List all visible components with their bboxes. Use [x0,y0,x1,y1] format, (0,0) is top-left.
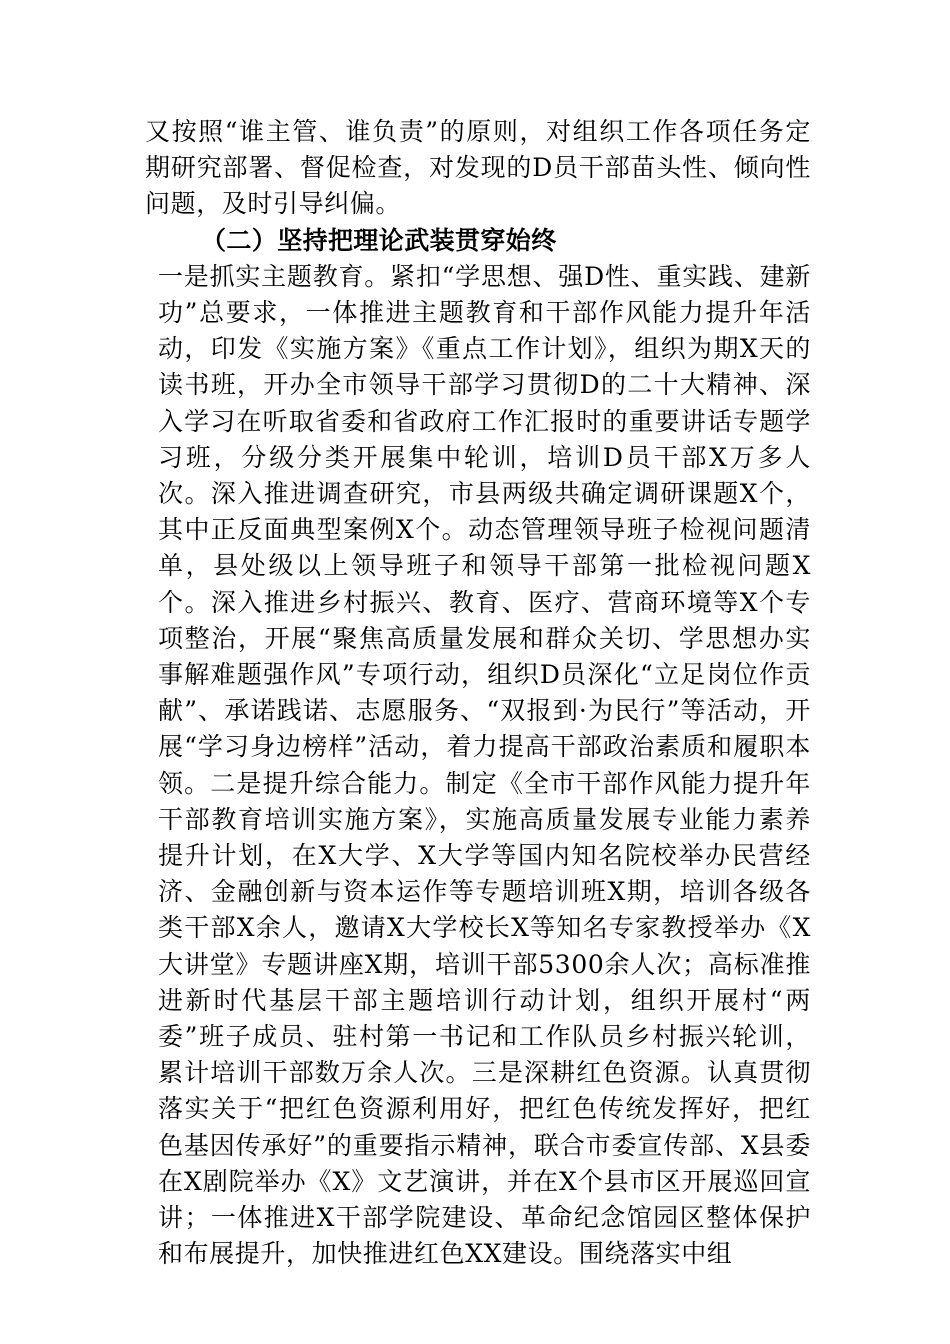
section-heading: （二）坚持把理论武装贯穿始终 [201,225,557,255]
document-page [145,114,811,1273]
paragraph-intro: 又按照“谁主管、谁负责”的原则，对组织工作各项任务定期研究部署、督促检查，对发现的D员干部苗头性、倾向性问题，及时引导纠偏。 [145,117,811,219]
paragraph-body: 一是抓实主题教育。紧扣“学思想、强D性、重实践、建新功”总要求，一体推进主题教育和干部作风能力提升年活动，印发《实施方案》《重点工作计划》，组织为期X天的读书班，开办全市领导干部学习贯彻D的二十大精神、深入学习在听取省委和省政府工作汇报时的重要讲话专题学习班，分级分类开展集中轮训，培训D员干部X万多人次。深入推进调查研究，市县两级共确定调研课题X个，其中正反面典型案例X个。动态管理领导班子检视问题清单，县处级以上领导班子和领导干部第一批检视问题X个。深入推进乡村振兴、教育、医疗、营商环境等X个专项整治，开展“聚焦高质量发展和群众关切、学思想办实事解难题强作风”专项行动，组织D员深化“立足岗位作贡献”、承诺践诺、志愿服务、“双报到·为民行”等活动，开展“学习身边榜样”活动，着力提高干部政治素质和履职本领。二是提升综合能力。制定《全市干部作风能力提升年干部教育培训实施方案》，实施高质量发展专业能力素养提升计划，在X大学、X大学等国内知名院校举办民营经济、金融创新与资本运作等专题培训班X期，培训各级各类干部X余人，邀请X大学校长X等知名专家教授举办《X大讲堂》专题讲座X期，培训干部5300余人次；高标准推进新时代基层干部主题培训行动计划，组织开展村“两委”班子成员、驻村第一书记和工作队员乡村振兴轮训，累计培训干部数万余人次。三是深耕红色资源。认真贯彻落实关于“把红色资源利用好，把红色传统发挥好，把红色基因传承好”的重要指示精神，联合市委宣传部、X县委在X剧院举办《X》文艺演讲，并在X个县市区开展巡回宣讲；一体推进X干部学院建设、革命纪念馆园区整体保护和布展提升，加快推进红色XX建设。围绕落实中组 [158,261,811,1269]
